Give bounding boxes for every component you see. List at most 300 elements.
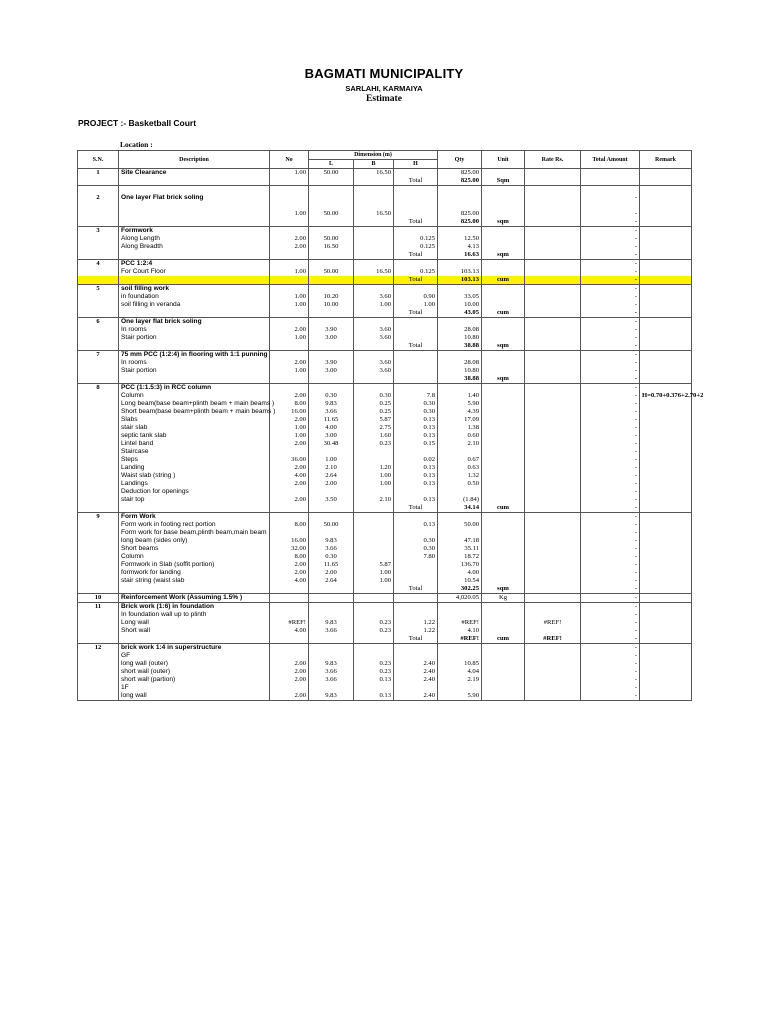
row-qty: 35.11 bbox=[438, 545, 482, 553]
row-qty: 103.13 bbox=[438, 276, 482, 285]
location-label: Location : bbox=[120, 140, 153, 149]
row-remark bbox=[640, 359, 692, 367]
table-row bbox=[78, 392, 692, 400]
row-rate bbox=[525, 513, 581, 522]
row-breadth bbox=[354, 260, 394, 269]
row-unit bbox=[482, 652, 525, 660]
row-breadth bbox=[354, 652, 394, 660]
row-breadth bbox=[354, 553, 394, 561]
row-length bbox=[309, 202, 354, 210]
row-no: 32.00 bbox=[270, 545, 309, 553]
row-breadth bbox=[354, 456, 394, 464]
row-remark bbox=[640, 301, 692, 309]
row-rate bbox=[525, 359, 581, 367]
row-length bbox=[309, 529, 354, 537]
row-no: 8.00 bbox=[270, 553, 309, 561]
row-qty: 1.32 bbox=[438, 472, 482, 480]
table-row bbox=[78, 334, 692, 342]
row-sn bbox=[78, 375, 119, 384]
row-amount: - bbox=[581, 635, 640, 644]
row-description bbox=[119, 375, 270, 384]
table-row bbox=[78, 585, 692, 594]
row-qty: 136.70 bbox=[438, 561, 482, 569]
row-height bbox=[394, 375, 438, 384]
row-remark bbox=[640, 529, 692, 537]
row-description: Landing bbox=[119, 464, 270, 472]
row-description: Site Clearance bbox=[119, 169, 270, 178]
row-height: Total bbox=[394, 342, 438, 351]
row-rate bbox=[525, 660, 581, 668]
row-unit: cum bbox=[482, 504, 525, 513]
col-header-sn: S.N. bbox=[78, 151, 119, 169]
row-description: soil filling in veranda bbox=[119, 301, 270, 309]
row-amount: - bbox=[581, 594, 640, 603]
row-remark bbox=[640, 577, 692, 585]
row-sn bbox=[78, 276, 119, 285]
row-length: 1.00 bbox=[309, 456, 354, 464]
row-no: 36.00 bbox=[270, 456, 309, 464]
row-qty bbox=[438, 611, 482, 619]
row-qty: 5.90 bbox=[438, 400, 482, 408]
row-unit bbox=[482, 194, 525, 202]
row-sn bbox=[78, 235, 119, 243]
row-qty: 38.88 bbox=[438, 342, 482, 351]
row-sn bbox=[78, 561, 119, 569]
row-length: 3.00 bbox=[309, 334, 354, 342]
table-row bbox=[78, 513, 692, 522]
row-amount: - bbox=[581, 351, 640, 360]
row-unit bbox=[482, 301, 525, 309]
row-qty bbox=[438, 227, 482, 236]
table-row bbox=[78, 210, 692, 218]
row-description: GF bbox=[119, 652, 270, 660]
table-row bbox=[78, 326, 692, 334]
row-length bbox=[309, 194, 354, 202]
col-header-qty: Qty bbox=[438, 151, 482, 169]
row-rate bbox=[525, 243, 581, 251]
table-row bbox=[78, 202, 692, 210]
row-amount: - bbox=[581, 676, 640, 684]
page-subtitle: SARLAHI, KARMAIYA bbox=[345, 84, 423, 93]
table-row bbox=[78, 285, 692, 294]
row-qty bbox=[438, 202, 482, 210]
row-remark bbox=[640, 440, 692, 448]
table-body bbox=[78, 169, 704, 701]
row-amount bbox=[581, 169, 640, 178]
row-breadth bbox=[354, 384, 394, 393]
row-remark bbox=[640, 585, 692, 594]
row-remark bbox=[640, 186, 692, 195]
row-amount: - bbox=[581, 268, 640, 276]
row-qty: 825.00 bbox=[438, 218, 482, 227]
estimate-table bbox=[77, 150, 704, 701]
page-title: BAGMATI MUNICIPALITY bbox=[304, 66, 464, 81]
row-description: Landings bbox=[119, 480, 270, 488]
row-rate bbox=[525, 218, 581, 227]
row-remark bbox=[640, 400, 692, 408]
row-rate: #REF! bbox=[525, 635, 581, 644]
row-unit bbox=[482, 577, 525, 585]
row-unit: sqm bbox=[482, 585, 525, 594]
row-height: 0.15 bbox=[394, 440, 438, 448]
row-height: 0.13 bbox=[394, 432, 438, 440]
row-remark bbox=[640, 480, 692, 488]
row-description: 1F bbox=[119, 684, 270, 692]
row-sn: 5 bbox=[78, 285, 119, 294]
table-row bbox=[78, 227, 692, 236]
row-sn bbox=[78, 488, 119, 496]
row-remark bbox=[640, 309, 692, 318]
row-description: Steps bbox=[119, 456, 270, 464]
row-sn bbox=[78, 545, 119, 553]
row-breadth bbox=[354, 545, 394, 553]
row-unit bbox=[482, 496, 525, 504]
table-row bbox=[78, 644, 692, 653]
row-sn bbox=[78, 359, 119, 367]
row-height: 0.125 bbox=[394, 243, 438, 251]
row-breadth bbox=[354, 194, 394, 202]
row-breadth: 1.00 bbox=[354, 472, 394, 480]
row-height bbox=[394, 359, 438, 367]
row-breadth bbox=[354, 285, 394, 294]
col-header-h: H bbox=[394, 160, 438, 169]
row-no: 1.00 bbox=[270, 367, 309, 375]
row-height: Total bbox=[394, 276, 438, 285]
row-height: Total bbox=[394, 177, 438, 186]
row-amount: - bbox=[581, 496, 640, 504]
row-unit bbox=[482, 400, 525, 408]
row-length bbox=[309, 218, 354, 227]
row-rate bbox=[525, 577, 581, 585]
row-height: 0.13 bbox=[394, 480, 438, 488]
row-rate bbox=[525, 545, 581, 553]
row-remark bbox=[640, 276, 692, 285]
row-no: 2.00 bbox=[270, 676, 309, 684]
row-remark bbox=[640, 251, 692, 260]
row-sn bbox=[78, 210, 119, 218]
row-remark bbox=[640, 488, 692, 496]
row-no: 8.00 bbox=[270, 400, 309, 408]
row-qty: 47.18 bbox=[438, 537, 482, 545]
row-height bbox=[394, 513, 438, 522]
row-breadth: 3.60 bbox=[354, 367, 394, 375]
row-rate bbox=[525, 432, 581, 440]
row-rate bbox=[525, 464, 581, 472]
row-height: Total bbox=[394, 218, 438, 227]
row-sn bbox=[78, 408, 119, 416]
row-height: 0.13 bbox=[394, 416, 438, 424]
row-length bbox=[309, 375, 354, 384]
row-breadth: 1.60 bbox=[354, 432, 394, 440]
row-sn bbox=[78, 293, 119, 301]
row-no bbox=[270, 635, 309, 644]
row-sn bbox=[78, 472, 119, 480]
row-no: #REF! bbox=[270, 619, 309, 627]
row-remark bbox=[640, 351, 692, 360]
row-length bbox=[309, 448, 354, 456]
row-amount: - bbox=[581, 692, 640, 701]
table-row bbox=[78, 218, 692, 227]
row-remark bbox=[640, 432, 692, 440]
row-remark bbox=[640, 594, 692, 603]
row-amount: - bbox=[581, 392, 640, 400]
row-length: 3.00 bbox=[309, 367, 354, 375]
row-description: septic tank slab bbox=[119, 432, 270, 440]
row-breadth: 2.75 bbox=[354, 424, 394, 432]
row-unit bbox=[482, 334, 525, 342]
row-description: Formwork bbox=[119, 227, 270, 236]
col-header-dimension: Dimension (m) bbox=[309, 151, 438, 160]
row-unit bbox=[482, 603, 525, 612]
row-sn bbox=[78, 456, 119, 464]
row-length bbox=[309, 260, 354, 269]
row-description: Formwork in Slab (soffit portion) bbox=[119, 561, 270, 569]
row-no: 2.00 bbox=[270, 440, 309, 448]
row-description: Along Length bbox=[119, 235, 270, 243]
table-row bbox=[78, 676, 692, 684]
row-breadth bbox=[354, 529, 394, 537]
row-breadth: 0.23 bbox=[354, 627, 394, 635]
row-sn bbox=[78, 326, 119, 334]
table-row bbox=[78, 472, 692, 480]
row-sn bbox=[78, 529, 119, 537]
col-header-amount: Total Amount bbox=[581, 151, 640, 169]
row-no bbox=[270, 186, 309, 195]
table-header-row bbox=[78, 151, 692, 160]
row-unit bbox=[482, 480, 525, 488]
row-length bbox=[309, 384, 354, 393]
row-amount: - bbox=[581, 668, 640, 676]
row-height bbox=[394, 611, 438, 619]
row-unit bbox=[482, 668, 525, 676]
row-breadth: 3.60 bbox=[354, 359, 394, 367]
row-height: Total bbox=[394, 635, 438, 644]
row-qty: 33.05 bbox=[438, 293, 482, 301]
row-qty: 5.90 bbox=[438, 692, 482, 701]
row-amount: - bbox=[581, 210, 640, 218]
row-no bbox=[270, 218, 309, 227]
row-breadth bbox=[354, 227, 394, 236]
table-row bbox=[78, 309, 692, 318]
row-rate bbox=[525, 384, 581, 393]
row-breadth: 1.00 bbox=[354, 577, 394, 585]
table-row bbox=[78, 635, 692, 644]
row-breadth bbox=[354, 186, 394, 195]
row-description: PCC (1:1.5:3) in RCC column bbox=[119, 384, 270, 393]
row-breadth: 3.60 bbox=[354, 334, 394, 342]
row-breadth bbox=[354, 218, 394, 227]
row-amount: - bbox=[581, 577, 640, 585]
row-length: 0.30 bbox=[309, 392, 354, 400]
row-amount: - bbox=[581, 585, 640, 594]
row-remark bbox=[640, 260, 692, 269]
row-no bbox=[270, 202, 309, 210]
row-description: stair top bbox=[119, 496, 270, 504]
row-length bbox=[309, 318, 354, 327]
row-height: 0.30 bbox=[394, 400, 438, 408]
row-sn bbox=[78, 268, 119, 276]
row-breadth: 0.30 bbox=[354, 392, 394, 400]
row-unit bbox=[482, 186, 525, 195]
row-height: 2.40 bbox=[394, 692, 438, 701]
row-qty: 1.38 bbox=[438, 424, 482, 432]
row-qty: 17.09 bbox=[438, 416, 482, 424]
row-unit bbox=[482, 464, 525, 472]
row-qty: 4.04 bbox=[438, 668, 482, 676]
table-row bbox=[78, 692, 692, 701]
row-no bbox=[270, 351, 309, 360]
row-remark bbox=[640, 367, 692, 375]
row-remark bbox=[640, 644, 692, 653]
row-no bbox=[270, 652, 309, 660]
row-unit bbox=[482, 611, 525, 619]
row-unit bbox=[482, 318, 525, 327]
table-row bbox=[78, 660, 692, 668]
row-qty: 28.08 bbox=[438, 326, 482, 334]
row-length bbox=[309, 342, 354, 351]
row-amount: - bbox=[581, 285, 640, 294]
row-breadth: 2.10 bbox=[354, 496, 394, 504]
row-description: long wall (outer) bbox=[119, 660, 270, 668]
row-height bbox=[394, 260, 438, 269]
row-qty: 34.14 bbox=[438, 504, 482, 513]
row-sn bbox=[78, 342, 119, 351]
row-height bbox=[394, 169, 438, 178]
row-breadth: 0.25 bbox=[354, 400, 394, 408]
row-unit: sqm bbox=[482, 251, 525, 260]
row-length: 50.00 bbox=[309, 268, 354, 276]
project-label: PROJECT :- Basketball Court bbox=[78, 118, 197, 128]
row-remark bbox=[640, 619, 692, 627]
row-qty: 10.85 bbox=[438, 660, 482, 668]
row-no: 2.00 bbox=[270, 496, 309, 504]
row-height: Total bbox=[394, 251, 438, 260]
row-description bbox=[119, 218, 270, 227]
row-qty bbox=[438, 260, 482, 269]
row-description bbox=[119, 202, 270, 210]
row-unit bbox=[482, 384, 525, 393]
row-breadth: 3.60 bbox=[354, 293, 394, 301]
row-length: 10.00 bbox=[309, 301, 354, 309]
table-row bbox=[78, 342, 692, 351]
row-height bbox=[394, 210, 438, 218]
row-unit bbox=[482, 210, 525, 218]
row-description: Column bbox=[119, 553, 270, 561]
row-amount: - bbox=[581, 359, 640, 367]
row-description: Column bbox=[119, 392, 270, 400]
row-remark bbox=[640, 603, 692, 612]
row-no bbox=[270, 448, 309, 456]
row-unit bbox=[482, 243, 525, 251]
row-height: 0.02 bbox=[394, 456, 438, 464]
row-no: 2.00 bbox=[270, 326, 309, 334]
row-amount: - bbox=[581, 561, 640, 569]
row-sn bbox=[78, 692, 119, 701]
row-length bbox=[309, 513, 354, 522]
row-height: 0.90 bbox=[394, 293, 438, 301]
row-unit: cum bbox=[482, 309, 525, 318]
row-unit bbox=[482, 448, 525, 456]
row-breadth: 1.00 bbox=[354, 569, 394, 577]
row-no: 1.00 bbox=[270, 293, 309, 301]
row-no: 1.00 bbox=[270, 210, 309, 218]
row-amount bbox=[581, 202, 640, 210]
table-row bbox=[78, 194, 692, 202]
row-description: short wall (outer) bbox=[119, 668, 270, 676]
row-breadth: 0.23 bbox=[354, 440, 394, 448]
row-length: 3.00 bbox=[309, 432, 354, 440]
row-amount: - bbox=[581, 251, 640, 260]
row-no bbox=[270, 611, 309, 619]
table-row bbox=[78, 432, 692, 440]
row-description: brick work 1:4 in superstructure bbox=[119, 644, 270, 653]
row-amount: - bbox=[581, 218, 640, 227]
row-remark bbox=[640, 202, 692, 210]
row-remark bbox=[640, 553, 692, 561]
row-qty bbox=[438, 318, 482, 327]
row-height bbox=[394, 448, 438, 456]
row-breadth: 0.25 bbox=[354, 408, 394, 416]
row-remark bbox=[640, 448, 692, 456]
table-row bbox=[78, 456, 692, 464]
row-rate bbox=[525, 408, 581, 416]
row-amount: - bbox=[581, 553, 640, 561]
row-description: In rooms bbox=[119, 359, 270, 367]
row-amount: - bbox=[581, 235, 640, 243]
row-description: Along Breadth bbox=[119, 243, 270, 251]
row-no bbox=[270, 276, 309, 285]
row-remark bbox=[640, 416, 692, 424]
row-length bbox=[309, 285, 354, 294]
row-rate bbox=[525, 285, 581, 294]
row-sn: 6 bbox=[78, 318, 119, 327]
row-length: 2.00 bbox=[309, 480, 354, 488]
row-length: 11.65 bbox=[309, 416, 354, 424]
table-row bbox=[78, 169, 692, 178]
row-amount: - bbox=[581, 416, 640, 424]
row-no bbox=[270, 504, 309, 513]
row-no bbox=[270, 309, 309, 318]
row-sn bbox=[78, 585, 119, 594]
row-amount: - bbox=[581, 194, 640, 202]
row-remark bbox=[640, 218, 692, 227]
row-rate bbox=[525, 456, 581, 464]
row-height bbox=[394, 488, 438, 496]
row-remark bbox=[640, 684, 692, 692]
row-description: in foundation bbox=[119, 293, 270, 301]
row-remark bbox=[640, 285, 692, 294]
col-header-remark: Remark bbox=[640, 151, 692, 169]
table-row bbox=[78, 652, 692, 660]
row-no: 4.00 bbox=[270, 472, 309, 480]
row-description: Long beam(base beam+plinth beam + main beams ) bbox=[119, 400, 270, 408]
row-remark bbox=[640, 668, 692, 676]
row-sn: 10 bbox=[78, 594, 119, 603]
row-rate bbox=[525, 521, 581, 529]
row-height: 0.13 bbox=[394, 496, 438, 504]
row-rate bbox=[525, 186, 581, 195]
row-breadth: 0.23 bbox=[354, 660, 394, 668]
row-rate bbox=[525, 194, 581, 202]
row-height bbox=[394, 684, 438, 692]
row-amount: - bbox=[581, 513, 640, 522]
row-no bbox=[270, 260, 309, 269]
row-length: 2.10 bbox=[309, 464, 354, 472]
row-remark bbox=[640, 293, 692, 301]
row-unit bbox=[482, 440, 525, 448]
row-height: 2.40 bbox=[394, 668, 438, 676]
row-no: 1.00 bbox=[270, 301, 309, 309]
